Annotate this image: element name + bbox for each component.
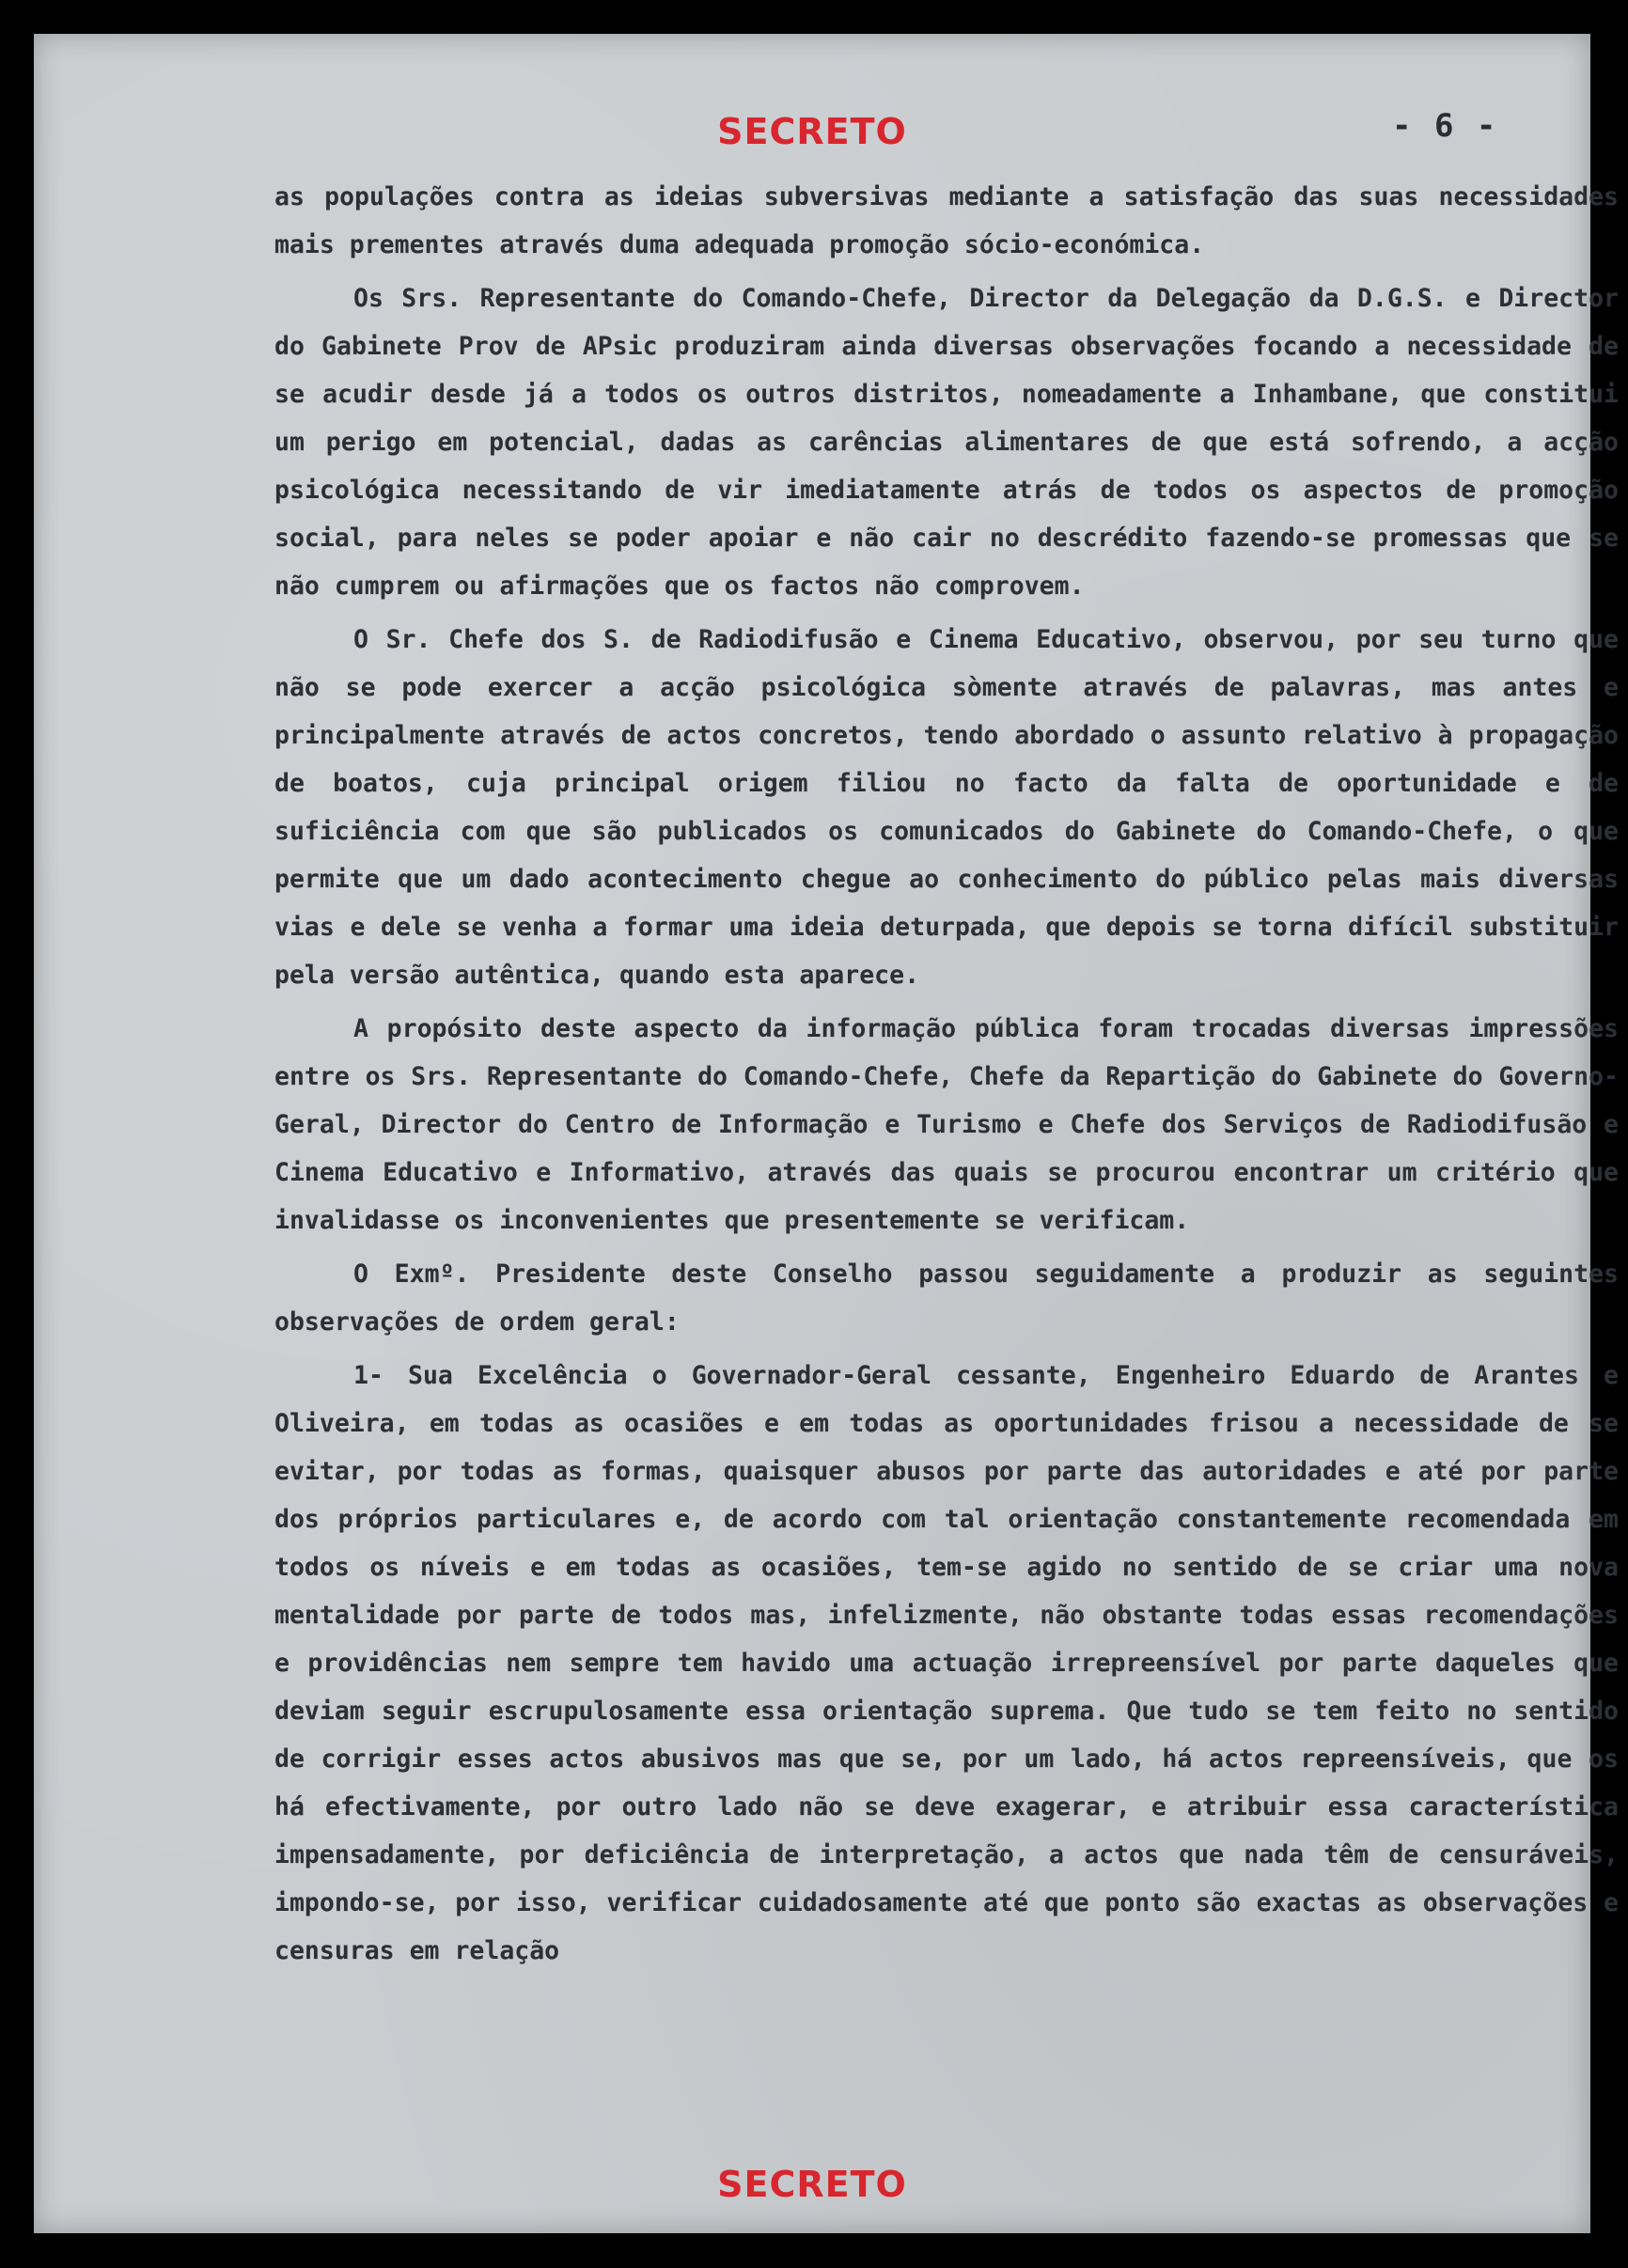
paragraph: A propósito deste aspecto da informação pública foram trocadas diversas impressões entre os Srs. Representante do Comando-Chefe, Chefe da Repartição do Gabinete do Governo-Geral, Director do Centro de Informação e Turismo e Chefe dos Serviços de Radiodifusão e Cinema Educativo e Informativo, através das quais se procurou encontrar um critério que invalidasse os inconvenientes que presentemente se verificam. bbox=[274, 1014, 1619, 1235]
document-body bbox=[274, 173, 1619, 1980]
paragraph: as populações contra as ideias subversivas mediante a satisfação das suas necessidades mais prementes através duma adequada promoção sócio-económica. bbox=[274, 182, 1619, 259]
document-page bbox=[34, 34, 1619, 2233]
paragraph: Os Srs. Representante do Comando-Chefe, Director da Delegação da D.G.S. e Director do Gabinete Prov de APsic produziram ainda diversas observações focando a necessidade de se acudir desde já a todos os outros distritos, nomeadamente a Inhambane, que constitui um perigo em potencial, dadas as carências alimentares de que está sofrendo, a acção psicológica necessitando de vir imediatamente atrás de todos os aspectos de promoção social, para neles se poder apoiar e não cair no descrédito fazendo-se promessas que se não cumprem ou afirmações que os factos não comprovem. bbox=[274, 284, 1619, 601]
paragraph: O Sr. Chefe dos S. de Radiodifusão e Cinema Educativo, observou, por seu turno que não se pode exercer a acção psicológica sòmente através de palavras, mas antes e principalmente através de actos concretos, tendo abordado o assunto relativo à propagação de boatos, cuja principal origem filiou no facto da falta de oportunidade e de suficiência com que são publicados os comunicados do Gabinete do Comando-Chefe, o que permite que um dado acontecimento chegue ao conhecimento do público pelas mais diversas vias e dele se venha a formar uma ideia deturpada, que depois se torna difícil substituir pela versão autêntica, quando esta aparece. bbox=[274, 625, 1619, 990]
paragraph: O Exmº. Presidente deste Conselho passou seguidamente a produzir as seguintes observações de ordem geral: bbox=[274, 1259, 1619, 1337]
classification-stamp-bottom: SECRETO bbox=[717, 2164, 907, 2205]
paragraph: 1- Sua Excelência o Governador-Geral cessante, Engenheiro Eduardo de Arantes e Oliveira, em todas as ocasiões e em todas as oportunidades frisou a necessidade de se evitar, por todas as formas, quaisquer abusos por parte das autoridades e até por parte dos próprios particulares e, de acordo com tal orientação constantemente recomendada em todos os níveis e em todas as ocasiões, tem-se agido no sentido de se criar uma nova mentalidade por parte de todos mas, infelizmente, não obstante todas essas recomendações e providências nem sempre tem havido uma actuação irrepreensível por parte daqueles que deviam seguir escrupulosamente essa orientação suprema. Que tudo se tem feito no sentido de corrigir esses actos abusivos mas que se, por um lado, há actos repreensíveis, que os há efectivamente, por outro lado não se deve exagerar, e atribuir essa característica impensadamente, por deficiência de interpretação, a actos que nada têm de censuráveis, impondo-se, por isso, verificar cuidadosamente até que ponto são exactas as observações e censuras em relação bbox=[274, 1361, 1619, 1965]
page-number: - 6 - bbox=[1392, 107, 1498, 145]
classification-stamp-top: SECRETO bbox=[717, 111, 907, 152]
